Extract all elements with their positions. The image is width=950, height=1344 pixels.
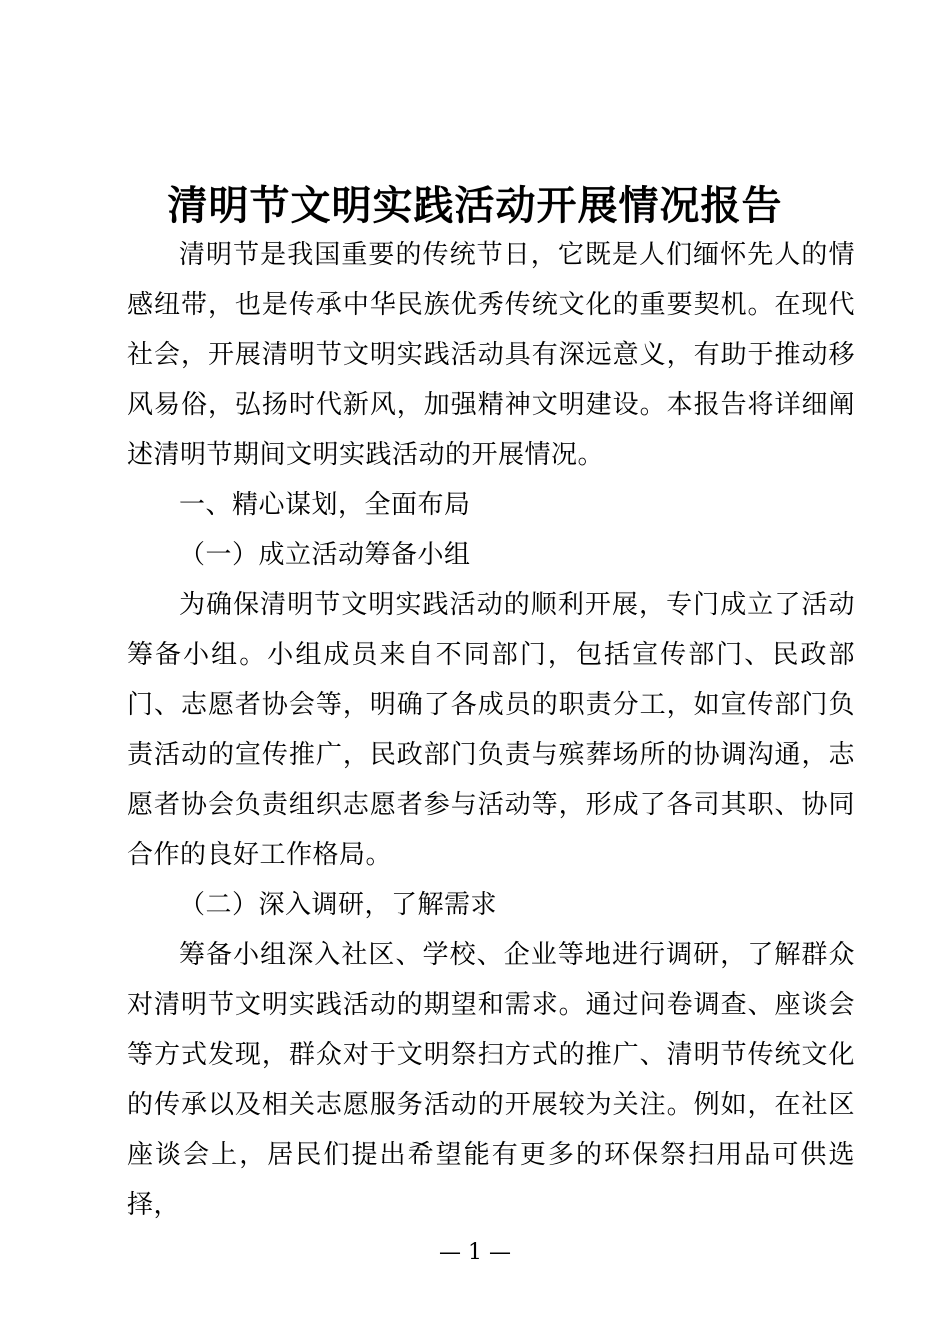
- page-number: — 1 —: [439, 1240, 511, 1265]
- body-paragraph-1: 为确保清明节文明实践活动的顺利开展，专门成立了活动筹备小组。小组成员来自不同部门，包括宣传部门、民政部门、志愿者协会等，明确了各成员的职责分工，如宣传部门负责活动的宣传推广，民政部门负责与殡葬场所的协调沟通，志愿者协会负责组织志愿者参与活动等，形成了各司其职、协同合作的良好工作格局。: [127, 590, 855, 870]
- section-heading-1: 一、精心谋划，全面布局: [179, 490, 471, 520]
- document-title: 清明节文明实践活动开展情况报告: [167, 183, 783, 229]
- intro-paragraph: 清明节是我国重要的传统节日，它既是人们缅怀先人的情感纽带，也是传承中华民族优秀传统文化的重要契机。在现代社会，开展清明节文明实践活动具有深远意义，有助于推动移风易俗，弘扬时代新风，加强精神文明建设。本报告将详细阐述清明节期间文明实践活动的开展情况。: [127, 240, 855, 470]
- subsection-heading-1: （一）成立活动筹备小组: [179, 540, 471, 570]
- document-body: [127, 230, 855, 1230]
- subsection-heading-2: （二）深入调研，了解需求: [179, 890, 498, 920]
- body-paragraph-2: 筹备小组深入社区、学校、企业等地进行调研，了解群众对清明节文明实践活动的期望和需求。通过问卷调查、座谈会等方式发现，群众对于文明祭扫方式的推广、清明节传统文化的传承以及相关志愿服务活动的开展较为关注。例如，在社区座谈会上，居民们提出希望能有更多的环保祭扫用品可供选择，: [127, 940, 855, 1220]
